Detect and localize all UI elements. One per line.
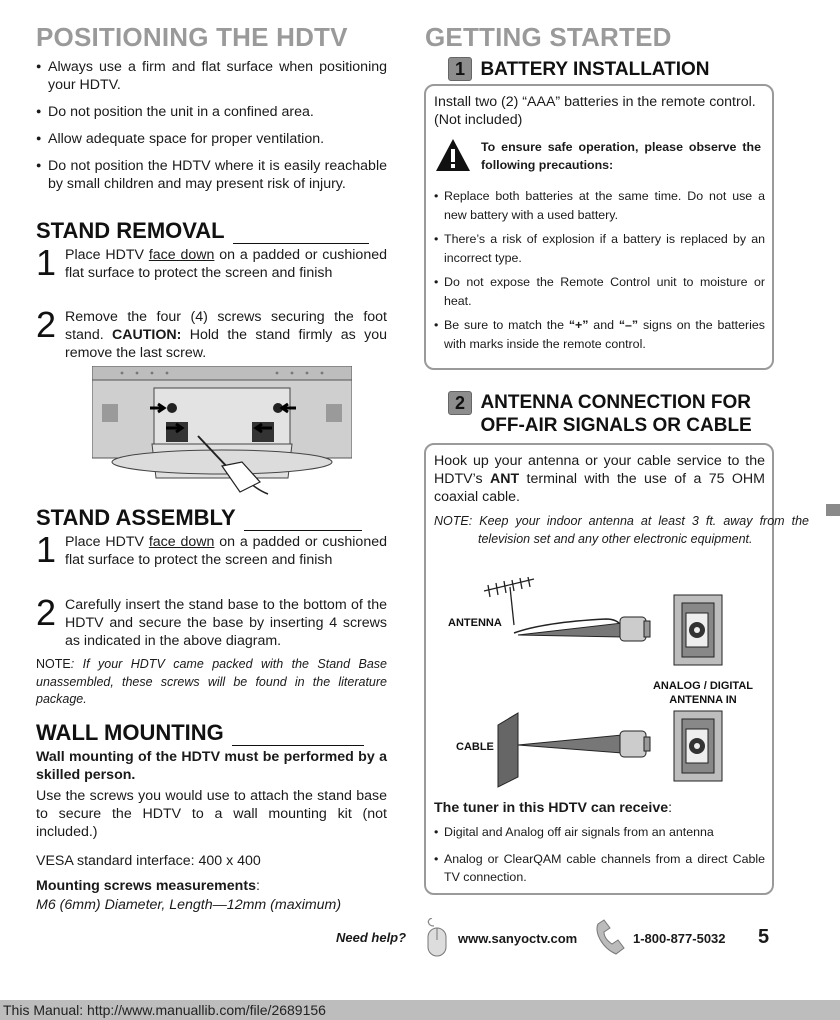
battery-heading [448,57,710,81]
stand-assembly-step-2 [36,592,387,650]
antenna-heading-text: ANTENNA CONNECTION FOR OFF-AIR SIGNALS OR CABLE [480,392,752,436]
page-number: 5 [758,926,770,948]
stand-assembly-step-1 [36,529,387,570]
step-badge: 2 [448,391,472,415]
antenna-box [424,443,809,895]
list-item: • Be sure to match the “+” and “–” signs on the batteries with marks inside the remote control. [434,316,765,353]
vesa-interface: VESA standard interface: 400 x 400 [36,853,261,869]
stand-removal-step-1 [36,242,387,283]
step-number: 1 [36,242,57,283]
need-help-label: Need help? [336,930,407,945]
list-item: ● Always use a firm and flat surface when positioning your HDTV. [36,57,387,94]
wall-mounting-warning: Wall mounting of the HDTV must be performed by a skilled person. [36,749,387,783]
stand-assembly-heading-text: STAND ASSEMBLY [36,505,236,530]
step-text: Place HDTV face down on a padded or cushioned flat surface to protect the screen and finish [65,247,387,281]
antenna-intro: Hook up your antenna or your cable service to the HDTV’s ANT terminal with the use of a 75 OHM coaxial cable. [434,453,765,505]
phone-number: 1-800-877-5032 [633,931,726,946]
list-item: ● Do not position the unit in a confined area. [36,102,387,121]
list-item: • Replace both batteries at the same time. Do not use a new battery with a used battery. [434,187,765,224]
battery-precaution-list [434,187,765,353]
stand-removal-heading [36,218,387,244]
step-number: 1 [36,529,57,570]
battery-box [424,84,774,370]
step-number: 2 [36,592,57,633]
list-item: • Digital and Analog off air signals from an antenna [434,823,765,842]
list-item: ● Allow adequate space for proper ventilation. [36,129,387,148]
step-text: Carefully insert the stand base to the bottom of the HDTV and secure the base by inserting 4 screws as indicated in the above diagram. [65,597,387,649]
page-title-getting-started: GETTING STARTED [425,22,672,52]
step-text: Remove the four (4) screws securing the foot stand. CAUTION: Hold the stand firmly as you remove the last screw. [65,309,388,361]
step-text: Place HDTV face down on a padded or cushioned flat surface to protect the screen and finish [65,534,387,568]
mounting-screws-label: Mounting screws measurements: [36,878,260,894]
tuner-list [434,823,765,887]
list-item: ● Do not position the HDTV where it is easily reachable by small children and may present risk of injury. [36,156,387,193]
battery-warning-text: To ensure safe operation, please observe the following precautions: [481,140,761,172]
battery-heading-text: BATTERY INSTALLATION [480,59,710,80]
manual-source-bar: This Manual: http://www.manuallib.com/file/2689156 [0,1000,840,1020]
positioning-bullet-list [36,57,387,193]
step-badge: 1 [448,57,472,81]
antenna-in-label: ANALOG / DIGITAL ANTENNA IN [652,680,753,706]
antenna-heading [448,391,778,437]
website-link[interactable]: www.sanyoctv.com [458,931,578,946]
antenna-note: NOTE: Keep your indoor antenna at least 3 ft. away from the television set and any other electronic equipment. [434,514,809,546]
step-number: 2 [36,304,57,345]
wall-mounting-text: Use the screws you would use to attach the stand base to secure the HDTV to a wall mounting kit (not included.) [36,788,387,840]
antenna-label: ANTENNA [448,617,502,629]
list-item: • Do not expose the Remote Control unit to moisture or heat. [434,273,765,310]
wall-mounting-heading-text: WALL MOUNTING [36,720,224,745]
stand-removal-heading-text: STAND REMOVAL [36,218,225,243]
antenna-diagram [426,573,772,793]
mounting-screws-spec: M6 (6mm) Diameter, Length—12mm (maximum) [36,897,342,913]
cable-label: CABLE [456,741,494,753]
tuner-heading: The tuner in this HDTV can receive: [434,800,673,816]
list-item: • Analog or ClearQAM cable channels from a direct Cable TV connection. [434,850,765,887]
mouse-icon [418,918,452,963]
stand-removal-diagram [92,366,352,498]
stand-removal-step-2 [36,304,388,362]
wall-mounting-heading [36,720,387,746]
stand-assembly-heading [36,505,387,531]
section-tab-marker [826,504,840,516]
page-title-positioning: POSITIONING THE HDTV [36,22,348,52]
battery-intro: Install two (2) “AAA” batteries in the remote control. (Not included) [434,94,756,128]
warning-icon [435,138,471,177]
list-item: • There’s a risk of explosion if a battery is replaced by an incorrect type. [434,230,765,267]
phone-icon [592,918,632,963]
stand-assembly-note: NOTE: If your HDTV came packed with the Stand Base unassembled, these screws will be found in the literature package. [36,657,387,706]
